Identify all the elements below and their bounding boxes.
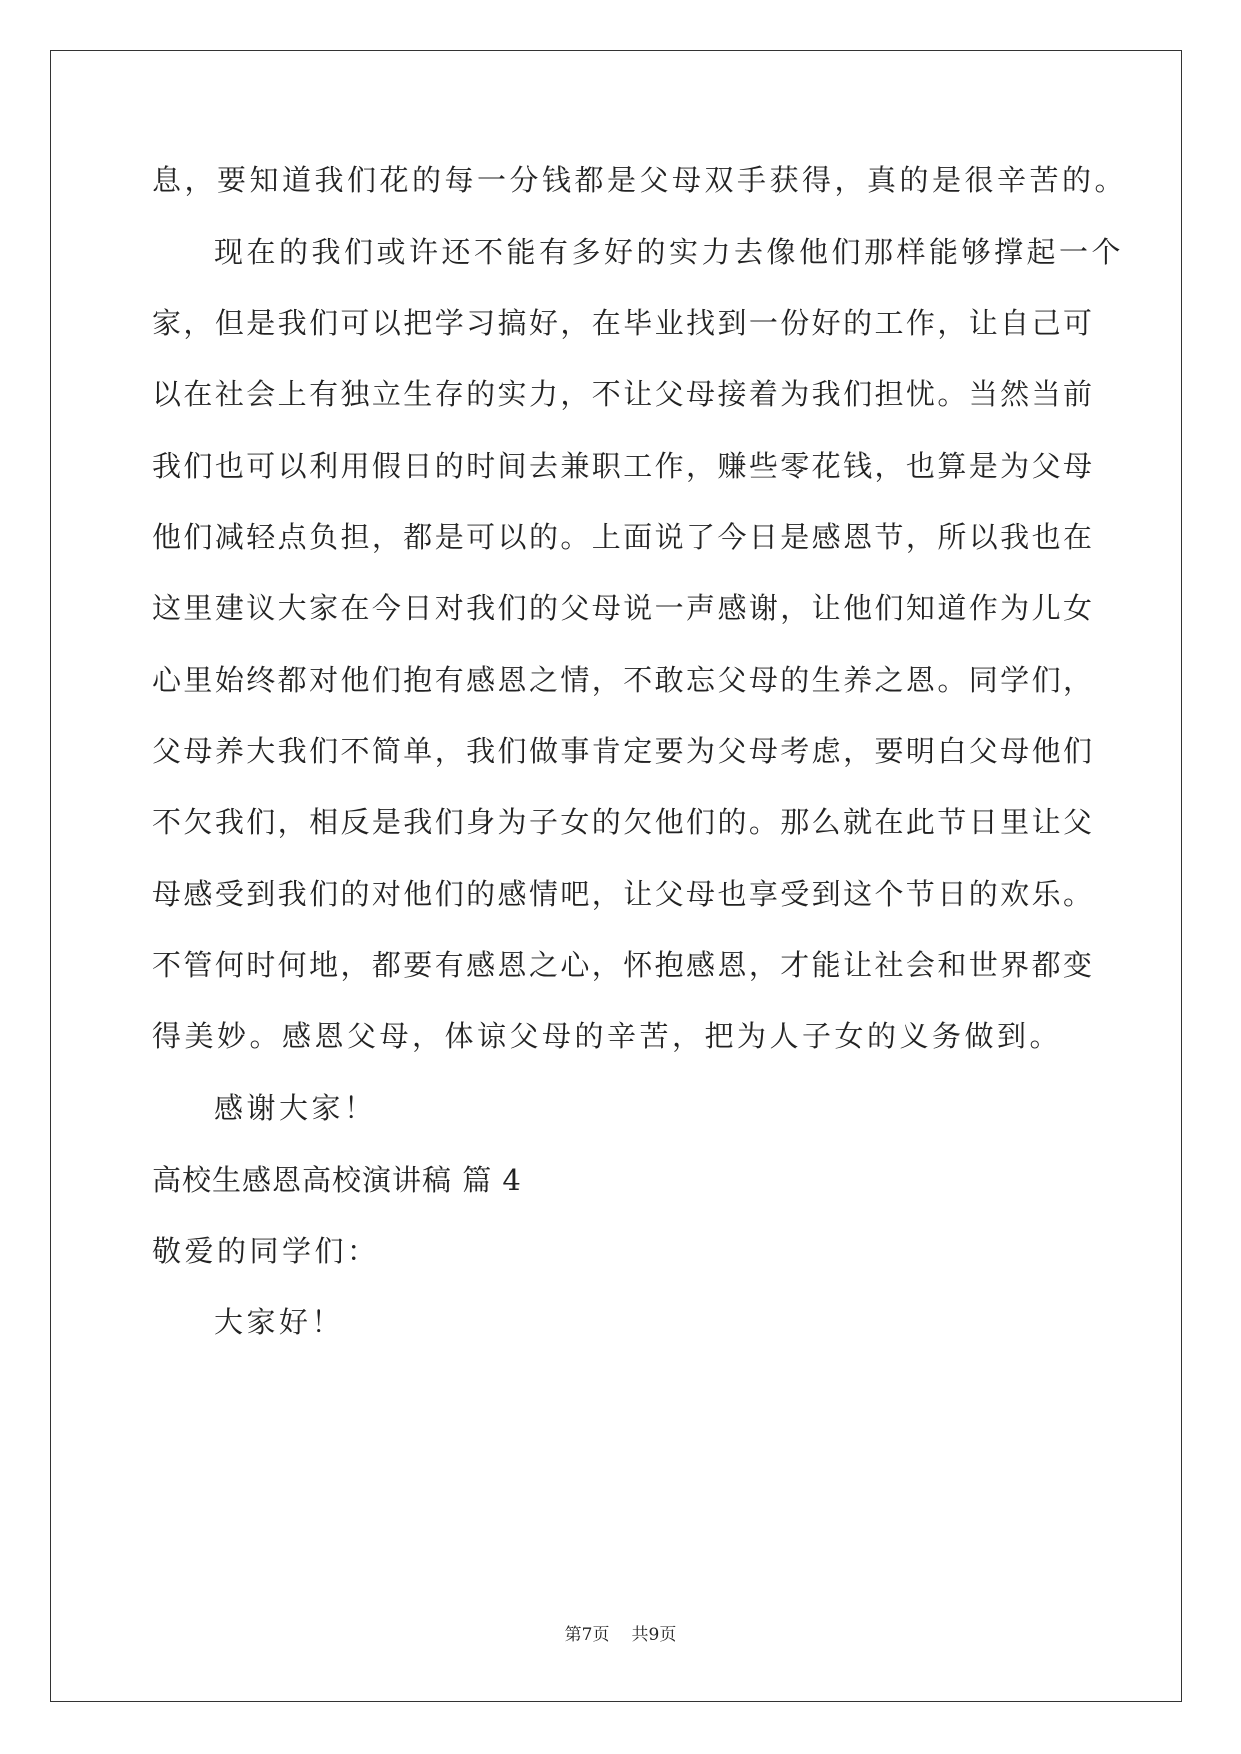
paragraph-line: 以在社会上有独立生存的实力，不让父母接着为我们担忧。当然当前 — [152, 377, 1092, 411]
paragraph-line: 息，要知道我们花的每一分钱都是父母双手获得，真的是很辛苦的。 — [152, 163, 1128, 197]
page-footer — [0, 1620, 1241, 1645]
paragraph-line: 父母养大我们不简单，我们做事肯定要为父母考虑，要明白父母他们 — [152, 734, 1092, 768]
paragraph-line: 母感受到我们的对他们的感情吧，让父母也享受到这个节日的欢乐。 — [152, 877, 1092, 911]
paragraph-line: 这里建议大家在今日对我们的父母说一声感谢，让他们知道作为儿女 — [152, 591, 1092, 625]
paragraph-line: 我们也可以利用假日的时间去兼职工作，赚些零花钱，也算是为父母 — [152, 449, 1092, 483]
salutation: 敬爱的同学们： — [152, 1234, 380, 1268]
paragraph-line: 家，但是我们可以把学习搞好，在毕业找到一份好的工作，让自己可 — [152, 306, 1092, 340]
paragraph-line: 心里始终都对他们抱有感恩之情，不敢忘父母的生养之恩。同学们， — [152, 663, 1092, 697]
greeting: 大家好！ — [214, 1305, 345, 1339]
paragraph-line: 他们减轻点负担，都是可以的。上面说了今日是感恩节，所以我也在 — [152, 520, 1092, 554]
section-heading: 高校生感恩高校演讲稿 篇 4 — [152, 1163, 522, 1197]
page-number-total: 共9页 — [631, 1625, 677, 1645]
paragraph-line: 现在的我们或许还不能有多好的实力去像他们那样能够撑起一个 — [214, 235, 1125, 269]
paragraph-line: 不管何时何地，都要有感恩之心，怀抱感恩，才能让社会和世界都变 — [152, 948, 1092, 982]
closing-thanks: 感谢大家！ — [214, 1091, 377, 1125]
page-number-current: 第7页 — [564, 1625, 610, 1645]
paragraph-line: 得美妙。感恩父母，体谅父母的辛苦，把为人子女的义务做到。 — [152, 1019, 1063, 1053]
paragraph-line: 不欠我们，相反是我们身为子女的欠他们的。那么就在此节日里让父 — [152, 805, 1092, 839]
